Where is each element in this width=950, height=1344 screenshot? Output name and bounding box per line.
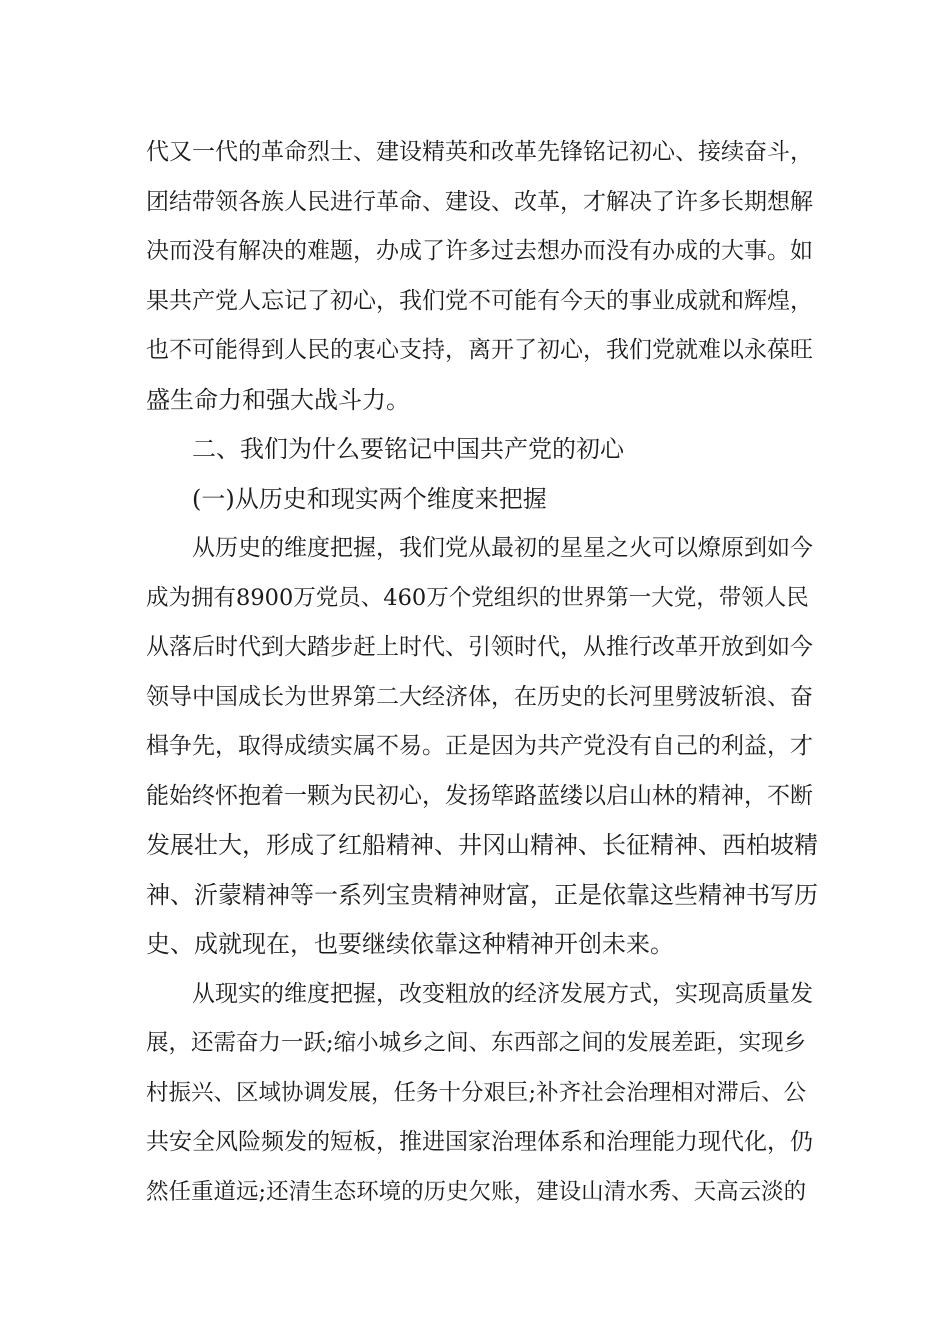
document-body [146, 128, 818, 1217]
text-line: 神、沂蒙精神等一系列宝贵精神财富，正是依靠这些精神书写历 [146, 880, 818, 909]
text-line: 村振兴、区域协调发展，任务十分艰巨;补齐社会治理相对滞后、公 [146, 1079, 807, 1106]
text-line: 领导中国成长为世界第二大经济体，在历史的长河里劈波斩浪、奋 [146, 683, 813, 710]
text-line: 从落后时代到大踏步赶上时代、引领时代，从推行改革开放到如今 [146, 634, 813, 660]
text-line: 决而没有解决的难题，办成了许多过去想办而没有办成的大事。如 [146, 238, 813, 264]
text-line: 发展壮大，形成了红船精神、井冈山精神、长征精神、西柏坡精 [146, 831, 818, 859]
text-line: 果共产党人忘记了初心，我们党不可能有今天的事业成就和辉煌， [146, 287, 813, 314]
text-line: 楫争先，取得成绩实属不易。正是因为共产党没有自己的利益，才 [146, 733, 813, 759]
text-line: 共安全风险频发的短板，推进国家治理体系和治理能力现代化，仍 [146, 1129, 813, 1155]
text-line: 然任重道远;还清生态环境的历史欠账，建设山清水秀、天高云淡的 [146, 1178, 807, 1205]
section-heading: 二、我们为什么要铭记中国共产党的初心 [192, 435, 624, 463]
paragraph-first-line: 从现实的维度把握，改变粗放的经济发展方式，实现高质量发 [192, 980, 813, 1007]
subsection-heading: (一)从历史和现实两个维度来把握 [192, 484, 547, 513]
paragraph-first-line: 从历史的维度把握，我们党从最初的星星之火可以燎原到如今 [192, 535, 813, 561]
text-line: 代又一代的革命烈士、建设精英和改革先锋铭记初心、接续奋斗， [146, 139, 813, 165]
text-line: 盛生命力和强大战斗力。 [146, 385, 410, 414]
text-line: 展，还需奋力一跃;缩小城乡之间、东西部之间的发展差距，实现乡 [146, 1030, 807, 1056]
text-line: 成为拥有8900万党员、460万个党组织的世界第一大党，带领人民 [146, 584, 809, 611]
text-line: 也不可能得到人民的衷心支持，离开了初心，我们党就难以永葆旺 [146, 337, 813, 363]
text-line: 史、成就现在，也要继续依靠这种精神开创未来。 [146, 930, 674, 958]
text-line: 团结带领各族人民进行革命、建设、改革，才解决了许多长期想解 [146, 188, 813, 215]
text-line: 能始终怀抱着一颗为民初心，发扬筚路蓝缕以启山林的精神，不断 [146, 782, 813, 809]
